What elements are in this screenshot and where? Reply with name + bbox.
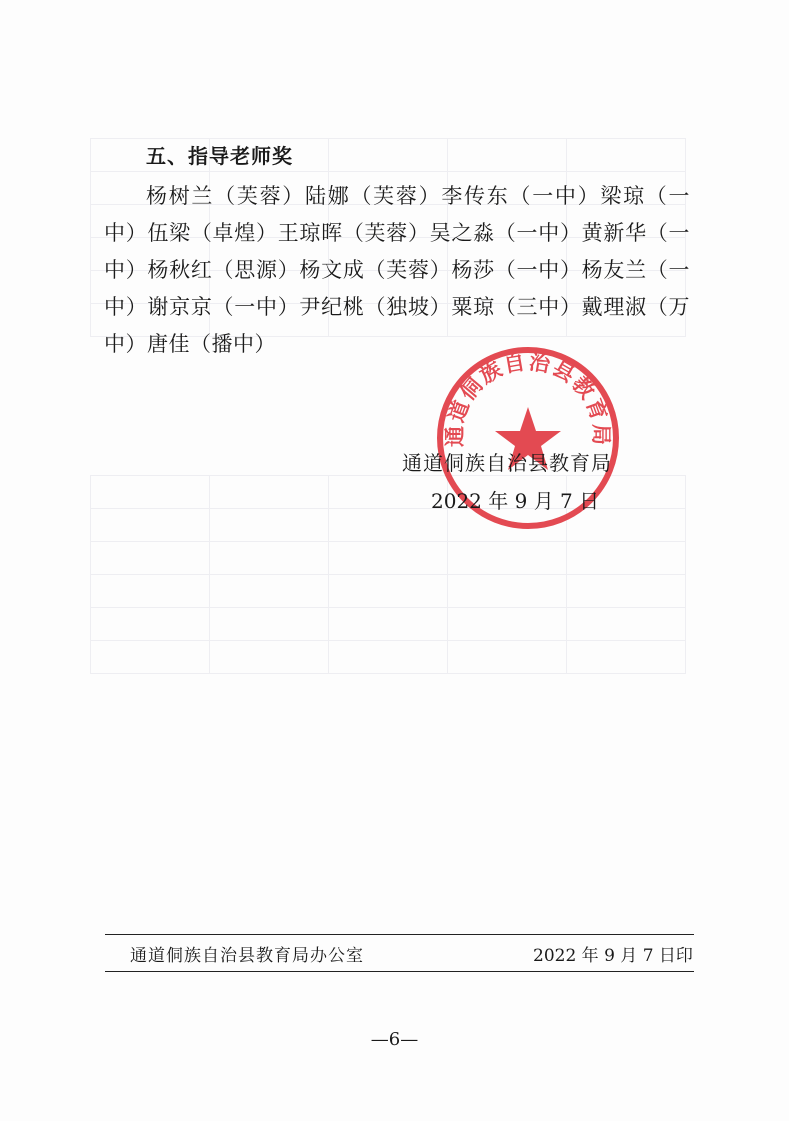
section-heading: 五、指导老师奖 xyxy=(146,144,293,168)
teacher-award-list: 杨树兰（芙蓉）陆娜（芙蓉）李传东（一中）梁琼（一中）伍梁（卓煌）王琼晖（芙蓉）吴之淼（一中）黄新华（一中）杨秋红（思源）杨文成（芙蓉）杨莎（一中）杨友兰（一中）谢京京（一中）尹纪桃（独坡）粟琼（三中）戴理淑（万中）唐佳（播中） xyxy=(104,184,690,356)
issuer-name: 通道侗族自治县教育局 xyxy=(402,451,612,475)
page-number: —6— xyxy=(370,1029,419,1050)
issue-date: 2022 年 9 月 7 日 xyxy=(431,489,600,513)
footer-office: 通道侗族自治县教育局办公室 xyxy=(130,946,364,966)
svg-text:通道侗族自治县教育局: 通道侗族自治县教育局 xyxy=(442,349,614,448)
footer-top-rule xyxy=(105,934,694,935)
footer-print-date: 2022 年 9 月 7 日印 xyxy=(533,946,693,966)
footer-bottom-rule xyxy=(105,971,694,972)
